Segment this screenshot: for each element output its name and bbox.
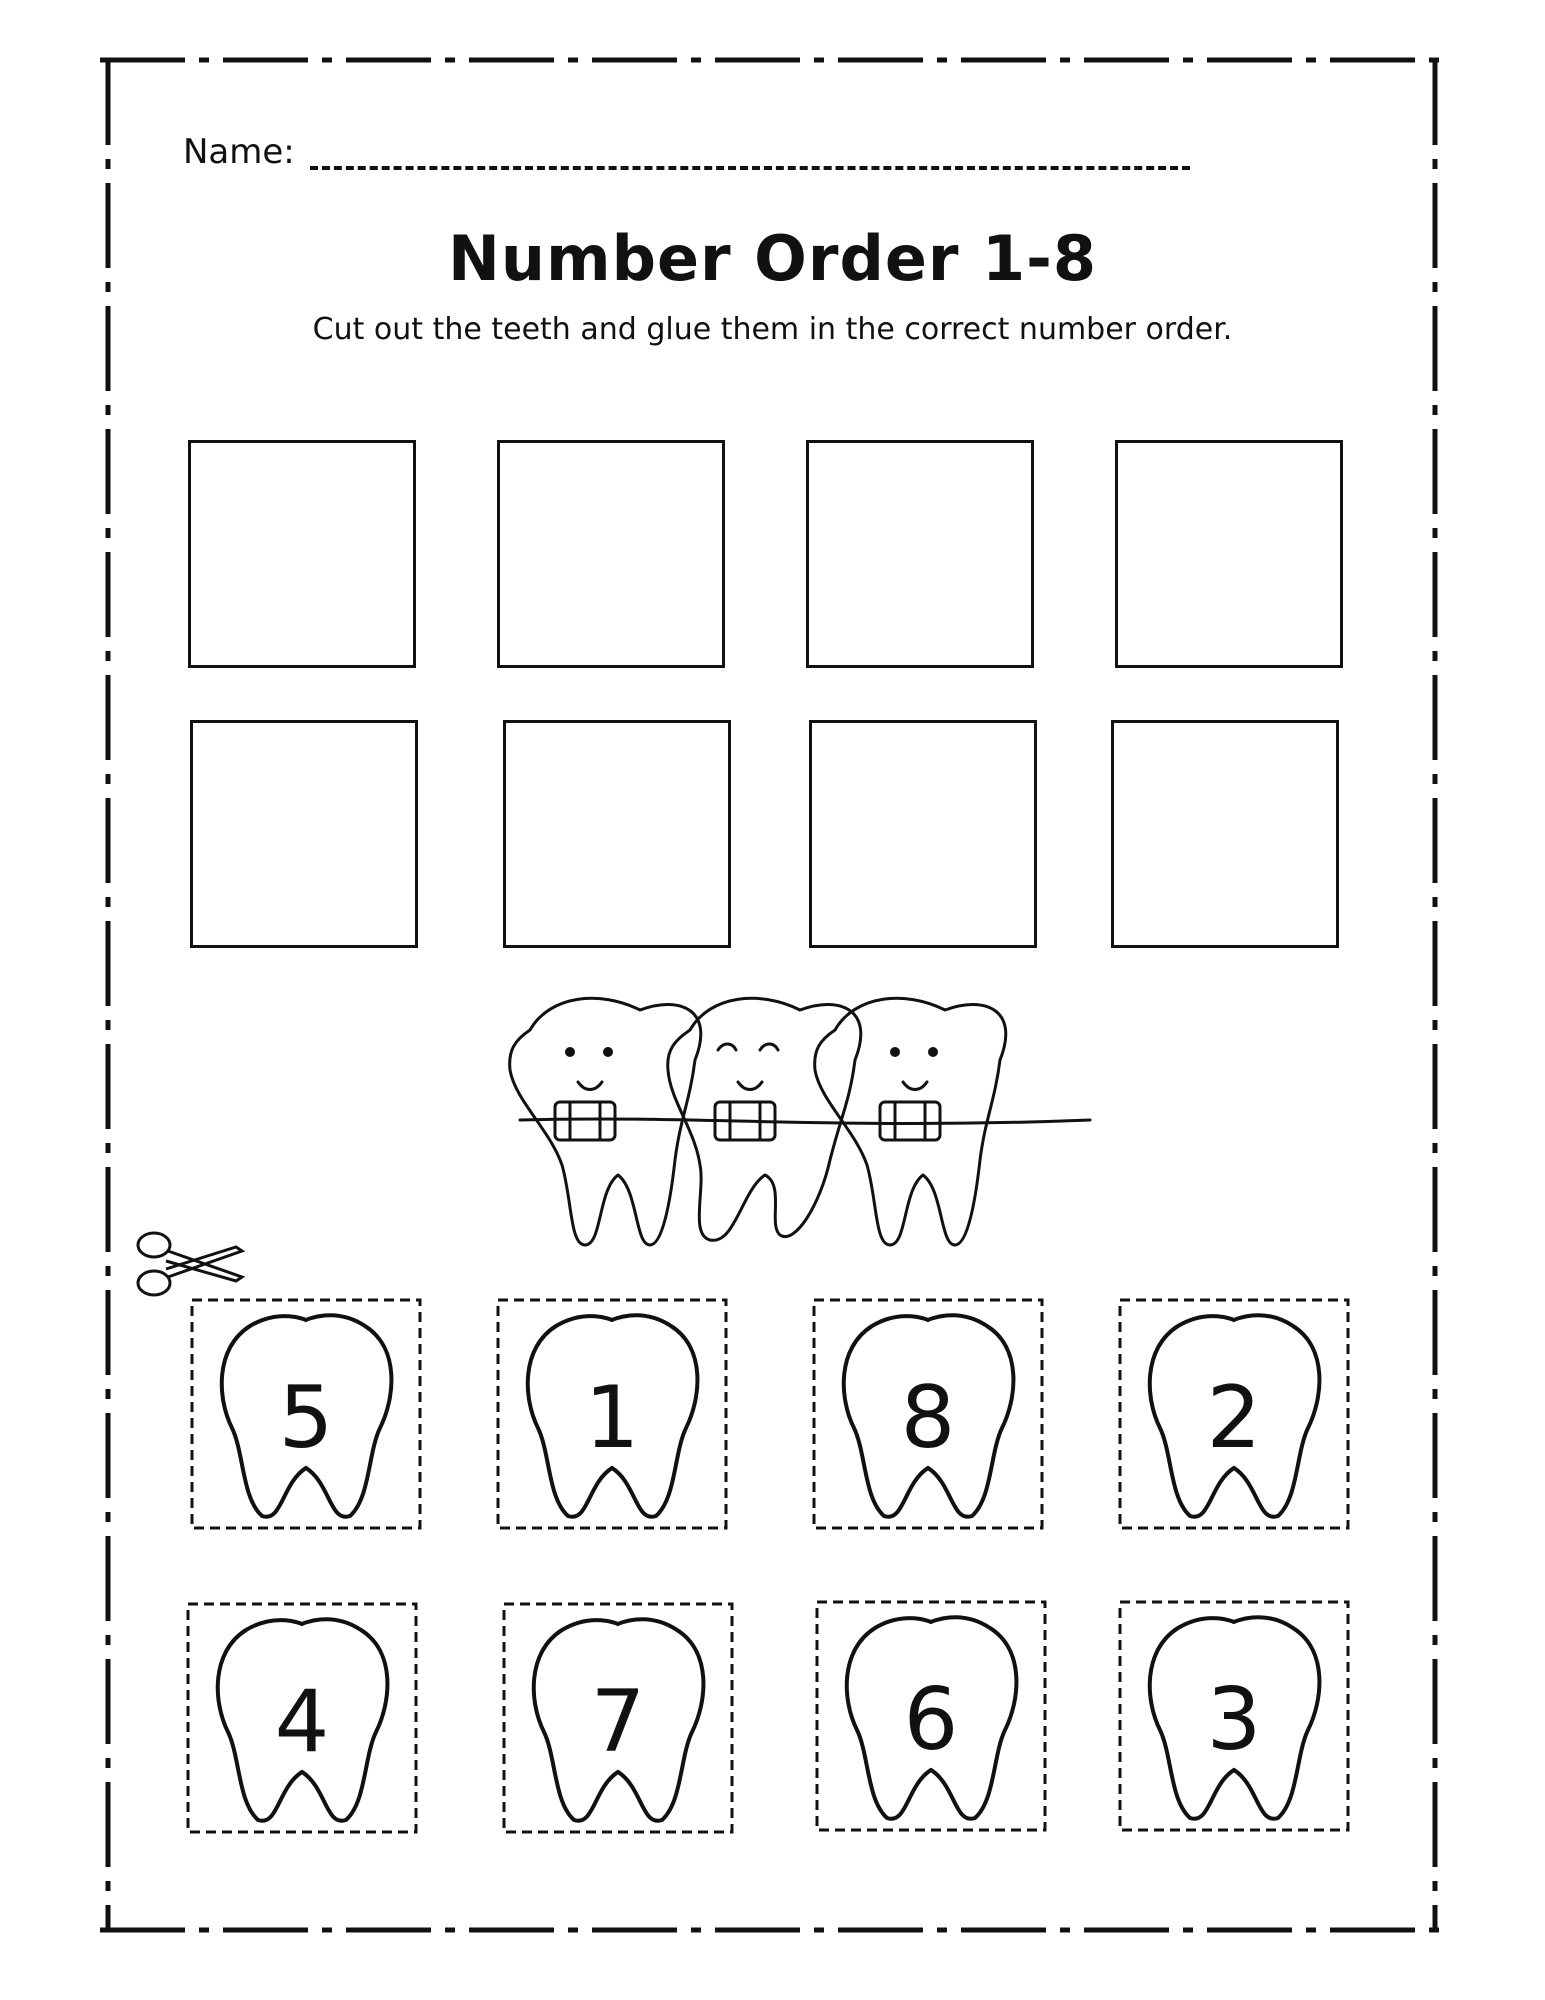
- tooth-number: 3: [1206, 1670, 1262, 1770]
- instructions: Cut out the teeth and glue them in the correct number order.: [312, 312, 1233, 347]
- answer-box[interactable]: [497, 440, 725, 668]
- tooth-card[interactable]: [1118, 1600, 1350, 1832]
- teeth-with-braces-illustration: [490, 990, 1110, 1260]
- tooth-number: 5: [278, 1368, 334, 1468]
- scissors-icon: [132, 1225, 252, 1305]
- tooth-card[interactable]: [1118, 1298, 1350, 1530]
- tooth-card[interactable]: [186, 1602, 418, 1834]
- tooth-card[interactable]: [190, 1298, 422, 1530]
- answer-box[interactable]: [188, 440, 416, 668]
- tooth-number: 8: [900, 1368, 956, 1468]
- tooth-number: 6: [903, 1670, 959, 1770]
- page-title: Number Order 1-8: [447, 222, 1098, 295]
- tooth-number: 4: [274, 1672, 330, 1772]
- answer-box[interactable]: [190, 720, 418, 948]
- tooth-card[interactable]: [502, 1602, 734, 1834]
- tooth-card[interactable]: [812, 1298, 1044, 1530]
- name-label: Name:: [183, 132, 295, 172]
- answer-box[interactable]: [809, 720, 1037, 948]
- answer-box[interactable]: [1111, 720, 1339, 948]
- answer-box[interactable]: [806, 440, 1034, 668]
- tooth-card[interactable]: [496, 1298, 728, 1530]
- answer-box[interactable]: [503, 720, 731, 948]
- tooth-number: 2: [1206, 1368, 1262, 1468]
- tooth-number: 7: [590, 1672, 646, 1772]
- name-field[interactable]: [310, 166, 1190, 170]
- tooth-card[interactable]: [815, 1600, 1047, 1832]
- answer-box[interactable]: [1115, 440, 1343, 668]
- tooth-number: 1: [584, 1368, 640, 1468]
